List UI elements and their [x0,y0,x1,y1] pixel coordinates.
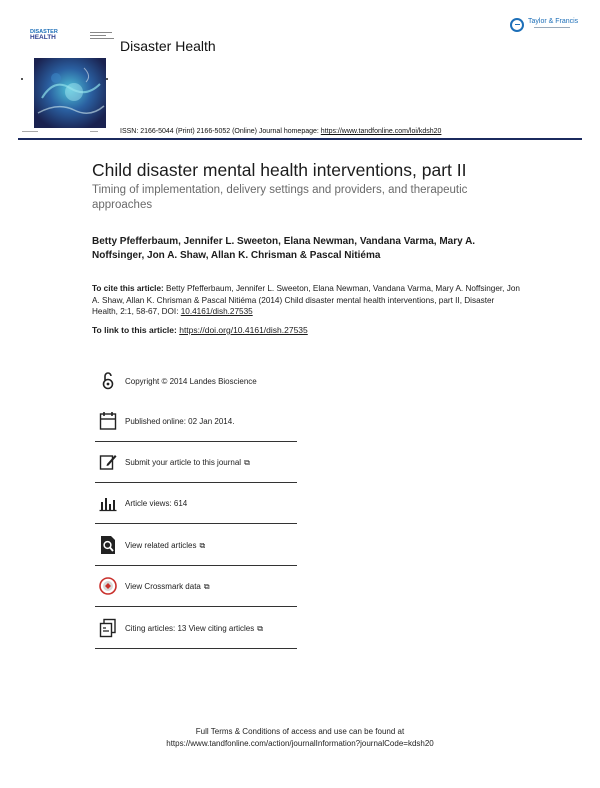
crossmark-icon [99,576,117,596]
issn-line: ISSN: 2166-5044 (Print) 2166-5052 (Online) Journal homepage: https://www.tandfonline.com/loi/kdsh20 [120,128,442,135]
article-subtitle: Timing of implementation, delivery settings and providers, and therapeutic approaches [92,184,468,211]
publisher-logo: Taylor & Francis [510,18,580,38]
terms-footer [0,726,600,750]
edit-pencil-icon [99,452,117,472]
article-url-link[interactable]: https://doi.org/10.4161/dish.27535 [179,325,308,335]
article-views-text: Article views: 614 [125,499,188,508]
journal-title: Disaster Health [120,38,216,54]
related-row[interactable] [95,526,297,566]
journal-cover [30,30,108,130]
external-link-icon: ⧉ [199,541,206,550]
cover-dot [106,78,108,80]
cover-caption-line [22,131,38,132]
article-authors: Betty Pfefferbaum, Jennifer L. Sweeton, Elana Newman, Vandana Varma, Mary A. Noffsinger, Jon A. Shaw, Allan K. Chrisman & Pascal Nitiéma [92,236,476,261]
terms-text: Full Terms & Conditions of access and use can be found at [195,727,405,736]
header-rule [18,138,582,140]
cover-logo: DISASTER HEALTH [30,29,58,41]
external-link-icon: ⧉ [203,582,210,591]
views-row [95,484,297,524]
bar-chart-icon [99,493,117,513]
search-document-icon [99,535,117,555]
submit-article-link[interactable]: Submit your article to this journal ⧉ [125,458,250,467]
terms-url-link[interactable]: https://www.tandfonline.com/action/journalInformation?journalCode=kdsh20 [166,739,434,748]
article-title: Child disaster mental health interventions, part II [92,160,467,180]
submit-row[interactable] [95,443,297,483]
citing-row[interactable] [95,609,297,649]
publisher-logo-icon [510,18,524,32]
external-link-icon: ⧉ [244,458,250,467]
cover-small-text [90,32,120,42]
cover-dot [21,78,23,80]
article-link-line: To link to this article: https://doi.org/10.4161/dish.27535 [92,325,308,335]
copyright-text: Copyright © 2014 Landes Bioscience [125,377,257,386]
citation-block: To cite this article: Betty Pfefferbaum, Jennifer L. Sweeton, Elana Newman, Vandana Varma, Mary A. Noffsinger, Jon A. Shaw, Allan K. Chrisman & Pascal Nitiéma (2014) Child disaster mental health interventions, part II, Disaster Health, 2:1, 58-67, DOI: 10.4161/dish.27535 [92,284,520,316]
cover-artwork-image [34,58,106,128]
journal-homepage-link[interactable]: https://www.tandfonline.com/loi/kdsh20 [320,128,442,135]
crossmark-data-link[interactable]: View Crossmark data ⧉ [125,582,210,591]
published-row [95,402,297,442]
citing-articles-link[interactable]: Citing articles: 13 View citing articles ⧉ [125,624,263,633]
published-text: Published online: 02 Jan 2014. [125,417,235,426]
cover-caption-line [90,131,98,132]
external-link-icon: ⧉ [257,624,263,633]
citing-documents-icon [99,618,117,638]
related-articles-link[interactable]: View related articles ⧉ [125,541,206,550]
calendar-icon [99,411,117,431]
crossmark-row[interactable] [95,567,297,607]
doi-link[interactable]: 10.4161/dish.27535 [180,307,253,316]
